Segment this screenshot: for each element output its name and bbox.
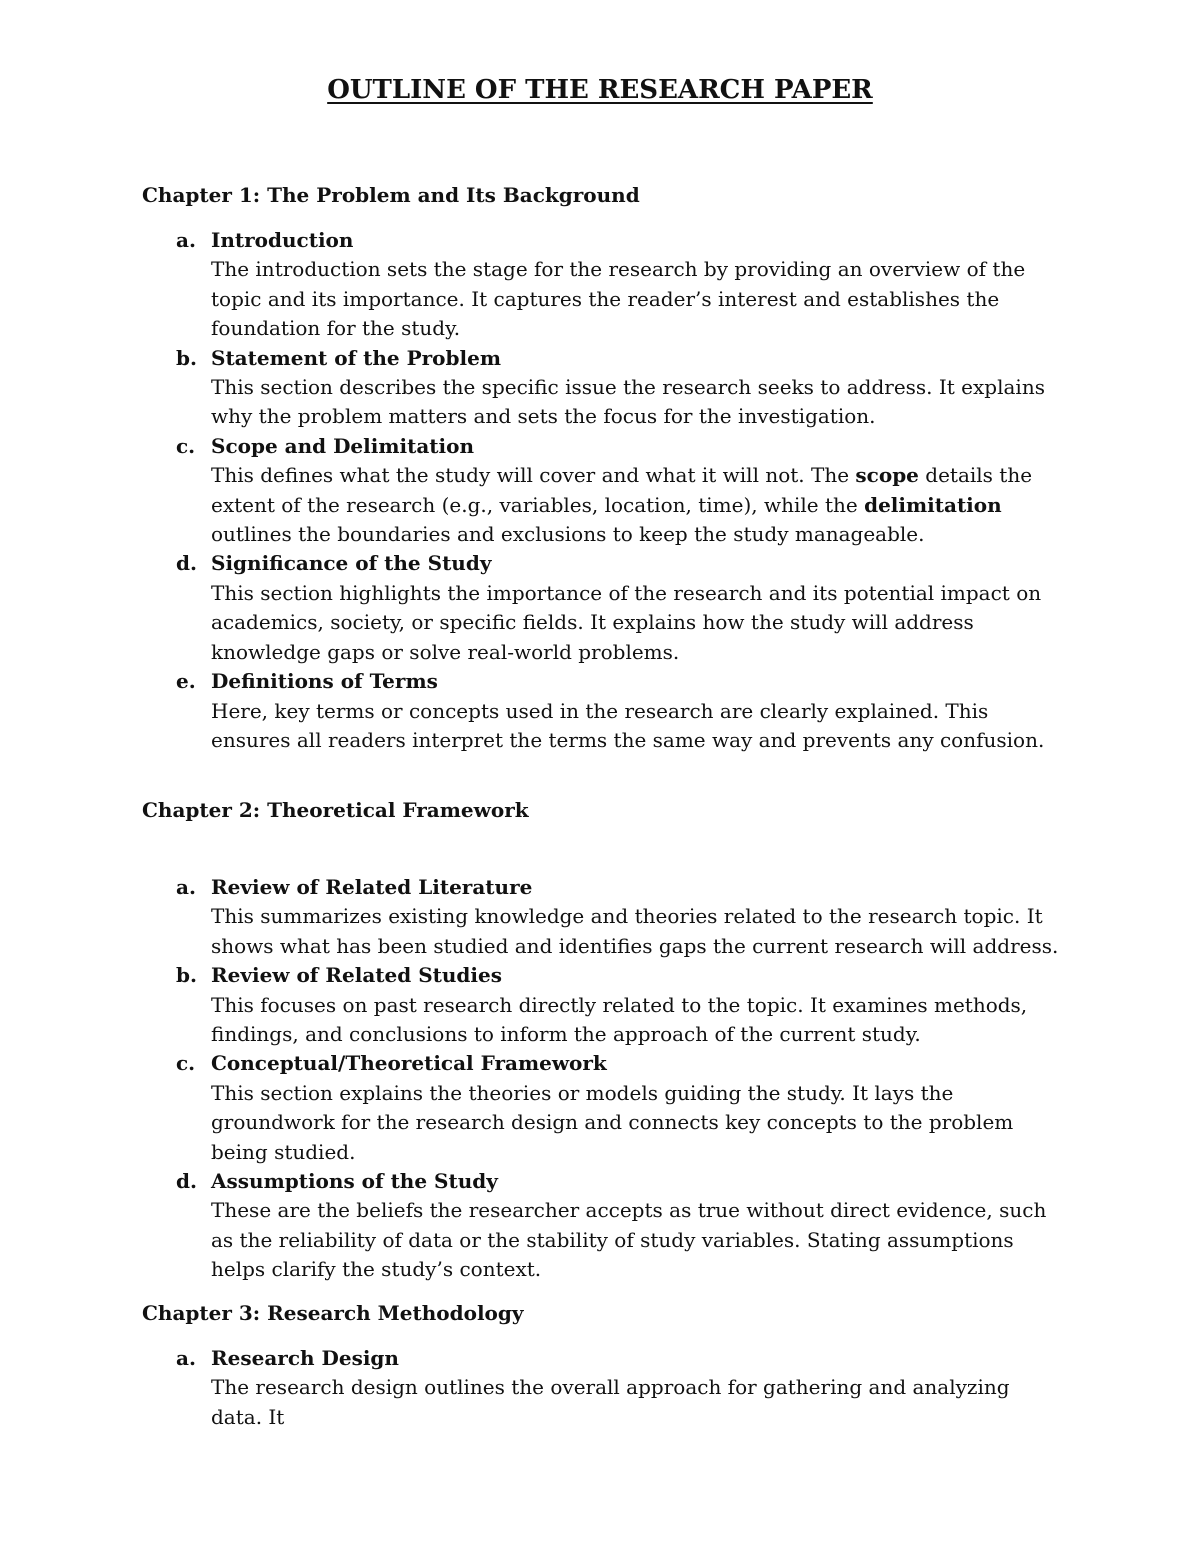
item-letter: a. — [176, 1346, 196, 1370]
chapter-1 — [142, 181, 1082, 755]
item-description: These are the beliefs the researcher accepts as true without direct evidence, such as the reliability of data or the stability of study variables. Stating assumptions helps clarify the study’s context. — [211, 1198, 1047, 1282]
item-description: This summarizes existing knowledge and theories related to the research topic. It shows what has been studied and identifies gaps the current research will address. — [211, 904, 1059, 958]
chapter-3-items — [142, 1344, 1082, 1432]
item-description — [211, 461, 1061, 549]
list-item — [142, 1049, 1082, 1167]
item-letter: b. — [176, 345, 197, 370]
item-description: This focuses on past research directly related to the topic. It examines methods, findings, and conclusions to inform the approach of the current study. — [211, 992, 1028, 1047]
item-title: Conceptual/Theoretical Framework — [211, 1051, 607, 1076]
item-title: Significance of the Study — [211, 551, 492, 576]
list-item — [142, 873, 1082, 961]
chapter-2-items — [142, 873, 1082, 1285]
chapter-1-items — [142, 226, 1082, 755]
item-description: Here, key terms or concepts used in the research are clearly explained. This ensures all readers interpret the terms the same way and prevents any confusion. — [211, 698, 1045, 752]
item-title: Scope and Delimitation — [211, 433, 475, 458]
item-letter: c. — [176, 1051, 196, 1076]
page-title: OUTLINE OF THE RESEARCH PAPER — [327, 75, 873, 105]
item-title: Review of Related Literature — [211, 875, 533, 899]
item-title: Introduction — [211, 228, 354, 252]
list-item — [142, 667, 1082, 755]
item-letter: a. — [176, 228, 196, 252]
list-item — [142, 226, 1082, 344]
description-text: details the extent of the research (e.g., variables, location, time), while the — [211, 463, 1033, 517]
delimitation-term: delimitation — [864, 492, 1002, 517]
item-description: This section explains the theories or models guiding the study. It lays the groundwork for the research design and connects key concepts to the problem being studied. — [211, 1080, 1014, 1164]
item-letter: d. — [176, 551, 197, 576]
scope-term: scope — [855, 463, 919, 488]
item-letter: d. — [176, 1169, 197, 1194]
item-description: This section highlights the importance of the research and its potential impact on academics, society, or specific fields. It explains how the study will address knowledge gaps or solve real-world problems. — [211, 580, 1042, 664]
item-title: Assumptions of the Study — [211, 1169, 498, 1194]
item-letter: b. — [176, 963, 197, 988]
item-description: The introduction sets the stage for the research by providing an overview of the topic and its importance. It captures the reader’s interest and establishes the foundation for the study. — [211, 257, 1026, 341]
description-text: outlines the boundaries and exclusions to keep the study manageable. — [211, 522, 925, 547]
list-item — [142, 1344, 1082, 1432]
item-description: This section describes the specific issue the research seeks to address. It explains why the problem matters and sets the focus for the investigation. — [211, 375, 1045, 429]
chapter-3 — [142, 1299, 1082, 1432]
item-description: The research design outlines the overall approach for gathering and analyzing data. It — [211, 1375, 1010, 1429]
list-item — [142, 1167, 1082, 1285]
description-text: This defines what the study will cover and what it will not. The — [211, 463, 856, 488]
item-title: Statement of the Problem — [211, 345, 501, 370]
list-item — [142, 549, 1082, 667]
item-letter: a. — [176, 875, 196, 899]
chapter-heading: Chapter 1: The Problem and Its Background — [142, 183, 640, 207]
item-title: Research Design — [211, 1346, 399, 1370]
item-title: Definitions of Terms — [211, 669, 438, 694]
chapter-2 — [142, 796, 1082, 1285]
chapter-heading: Chapter 3: Research Methodology — [142, 1301, 524, 1325]
item-title: Review of Related Studies — [211, 963, 502, 988]
list-item — [142, 432, 1082, 550]
chapter-heading: Chapter 2: Theoretical Framework — [142, 798, 529, 822]
item-letter: c. — [176, 433, 196, 458]
list-item — [142, 961, 1082, 1049]
item-letter: e. — [176, 669, 196, 694]
list-item — [142, 344, 1082, 432]
